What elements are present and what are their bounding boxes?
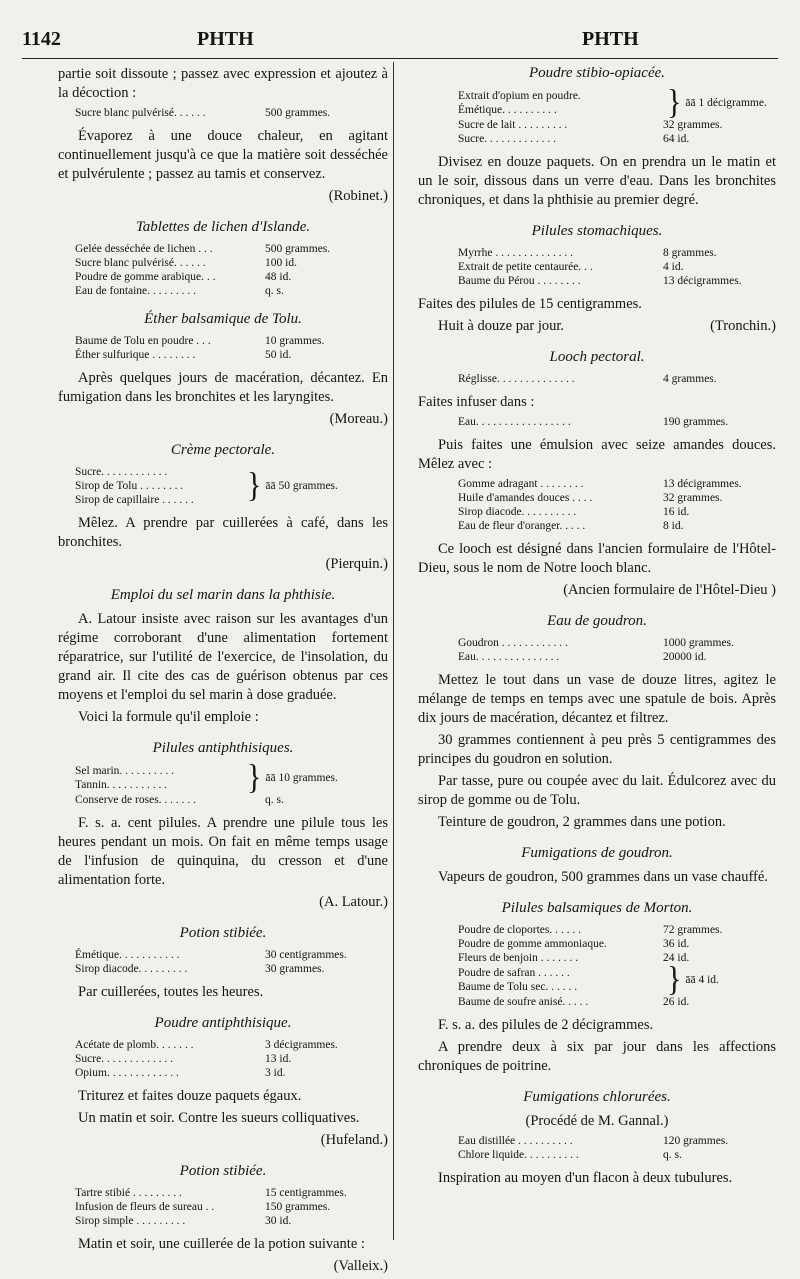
ingredient-name: Myrrhe . . . . . . . . . . . . . .	[458, 247, 573, 259]
ingredient-name: Poudre de cloportes. . . . . .	[458, 924, 581, 936]
ingredient-names	[458, 89, 663, 117]
ingredient-row	[75, 334, 388, 348]
ingredient-name: Gomme adragant . . . . . . . .	[458, 478, 584, 490]
ingredient-name: Sucre. . . . . . . . . . . .	[75, 466, 168, 478]
ingredient-quantity: 150 grammes.	[265, 1201, 331, 1213]
paragraph: F. s. a. des pilules de 2 décigrammes.	[438, 1017, 654, 1033]
ingredient-list	[75, 334, 388, 362]
ingredient-row	[458, 636, 776, 650]
page-number: 1142	[22, 28, 61, 50]
ingredient-row	[458, 937, 776, 951]
paragraph: Huit à douze par jour.	[438, 318, 565, 334]
recipe-title: Éther balsamique de Tolu.	[144, 311, 302, 327]
paragraph: Puis faites une émulsion avec seize amandes douces. Mêlez avec :	[418, 437, 776, 472]
ingredient-list	[458, 118, 776, 146]
ingredient-row	[75, 1200, 388, 1214]
ingredient-row	[75, 284, 388, 298]
ingredient-quantity: 8 grammes.	[663, 247, 717, 259]
paragraph: F. s. a. cent pilules. A prendre une pilule tous les heures pendant un mois. On fait en même temps usage de l'infusion de quinquina, du cresson et d'une alimentation forte.	[58, 815, 388, 888]
recipe-title: Potion stibiée.	[179, 1163, 267, 1179]
source-citation: (Pierquin.)	[325, 556, 388, 572]
source-citation: (Procédé de M. Gannal.)	[525, 1113, 669, 1129]
ingredient-row	[75, 962, 388, 976]
paragraph: Matin et soir, une cuillerée de la potion suivante :	[78, 1236, 365, 1252]
paragraph: Inspiration au moyen d'un flacon à deux tubulures.	[438, 1170, 733, 1186]
ingredient-name: Eau. . . . . . . . . . . . . . .	[458, 651, 560, 663]
group-quantity: āā 50 grammes.	[265, 480, 338, 492]
paragraph: Par cuillerées, toutes les heures.	[78, 984, 264, 1000]
paragraph: partie soit dissoute ; passez avec expression et ajoutez à la décoction :	[58, 66, 388, 101]
ingredient-quantity: q. s.	[663, 1149, 682, 1161]
ingredient-name: Tannin. . . . . . . . . . .	[75, 779, 168, 791]
source-citation: (Robinet.)	[328, 188, 388, 204]
ingredient-list	[458, 415, 776, 429]
ingredient-name: Réglisse. . . . . . . . . . . . . .	[458, 373, 575, 385]
ingredient-row	[75, 348, 388, 362]
ingredient-list	[75, 1038, 388, 1080]
paragraph: Mêlez. A prendre par cuillerées à café, dans les bronchites.	[58, 515, 388, 550]
paragraph: Par tasse, pure ou coupée avec du lait. Édulcorez avec du sirop de gomme ou de Tolu.	[418, 773, 776, 808]
paragraph: Faites des pilules de 15 centigrammes.	[418, 296, 642, 312]
ingredient-quantity: 24 id.	[663, 952, 690, 964]
ingredient-quantity: 30 grammes.	[265, 963, 325, 975]
group-quantity: āā 10 grammes.	[265, 772, 338, 784]
ingredient-name: Sucre de lait . . . . . . . . .	[458, 119, 568, 131]
ingredient-row	[458, 260, 776, 274]
ingredient-name: Chlore liquide. . . . . . . . . .	[458, 1149, 579, 1161]
ingredient-quantity: 120 grammes.	[663, 1135, 729, 1147]
ingredient-quantity: 13 décigrammes.	[663, 275, 742, 287]
ingredient-name: Extrait d'opium en poudre.	[458, 90, 581, 102]
ingredient-quantity: 15 centigrammes.	[265, 1187, 347, 1199]
paragraph-with-citation	[418, 317, 776, 336]
column-divider	[393, 62, 394, 1240]
ingredient-row	[75, 1186, 388, 1200]
ingredient-row	[75, 948, 388, 962]
ingredient-list	[75, 948, 388, 976]
ingredient-row	[75, 1052, 388, 1066]
ingredient-list	[458, 636, 776, 664]
ingredient-names	[75, 465, 243, 507]
ingredient-group	[458, 960, 776, 999]
ingredient-row	[458, 491, 776, 505]
ingredient-quantity: 1000 grammes.	[663, 637, 734, 649]
ingredient-name: Éther sulfurique . . . . . . . .	[75, 349, 196, 361]
ingredient-quantity: 4 id.	[663, 261, 684, 273]
ingredient-name: Tartre stibié . . . . . . . . .	[75, 1187, 182, 1199]
ingredient-row	[458, 923, 776, 937]
recipe-title: Looch pectoral.	[549, 349, 645, 365]
right-column	[418, 62, 776, 1191]
ingredient-name: Baume de Tolu en poudre . . .	[75, 335, 211, 347]
ingredient-quantity: 100 id.	[265, 257, 297, 269]
ingredient-row	[75, 479, 243, 493]
ingredient-row	[75, 106, 388, 120]
ingredient-name: Baume du Pérou . . . . . . . .	[458, 275, 581, 287]
ingredient-quantity: 32 grammes.	[663, 492, 723, 504]
paragraph: Divisez en douze paquets. On en prendra un le matin et un le soir, dissous dans un verre d'eau. Dans les bronchites chroniques, et dans la phthisie au premier degré.	[418, 154, 776, 208]
ingredient-name: Sirop diacode. . . . . . . . .	[75, 963, 188, 975]
ingredient-name: Extrait de petite centaurée. . .	[458, 261, 593, 273]
source-citation: (Moreau.)	[329, 411, 388, 427]
ingredient-row	[458, 1148, 776, 1162]
ingredient-names	[458, 966, 663, 994]
ingredient-quantity: 190 grammes.	[663, 416, 729, 428]
ingredient-quantity: 36 id.	[663, 938, 690, 950]
running-header	[22, 28, 778, 58]
paragraph: Évaporez à une douce chaleur, en agitant continuellement jusqu'à ce que la matière soit desséchée et pulvérulente ; passez au tamis et conservez.	[58, 128, 388, 182]
ingredient-row	[75, 1066, 388, 1080]
ingredient-row	[75, 270, 388, 284]
ingredient-name: Conserve de roses. . . . . . .	[75, 794, 197, 806]
ingredient-name: Sucre blanc pulvérisé. . . . . .	[75, 107, 206, 119]
ingredient-name: Eau distillée . . . . . . . . . .	[458, 1135, 573, 1147]
ingredient-row	[75, 1214, 388, 1228]
recipe-title: Fumigations chlorurées.	[523, 1089, 671, 1105]
ingredient-name: Sirop simple . . . . . . . . .	[75, 1215, 186, 1227]
ingredient-name: Sucre. . . . . . . . . . . . .	[75, 1053, 174, 1065]
ingredient-quantity: 50 id.	[265, 349, 292, 361]
header-rule	[22, 58, 778, 59]
ingredient-list	[458, 923, 776, 965]
ingredient-name: Opium. . . . . . . . . . . . .	[75, 1067, 179, 1079]
ingredient-name: Sirop de capillaire . . . . . .	[75, 494, 194, 506]
recipe-title: Crème pectorale.	[170, 442, 276, 458]
ingredient-quantity: 30 id.	[265, 1215, 292, 1227]
recipe-title: Pilules antiphthisiques.	[152, 740, 294, 756]
recipe-title: Fumigations de goudron.	[521, 845, 673, 861]
ingredient-row	[458, 415, 776, 429]
ingredient-list	[458, 995, 776, 1009]
paragraph: Teinture de goudron, 2 grammes dans une potion.	[438, 814, 726, 830]
ingredient-quantity: q. s.	[265, 285, 284, 297]
source-citation: (Valleix.)	[333, 1258, 388, 1274]
paragraph: A prendre deux à six par jour dans les affections chroniques de poitrine.	[418, 1039, 776, 1074]
paragraph: Ce looch est désigné dans l'ancien formulaire de l'Hôtel-Dieu, sous le nom de Notre looch blanc.	[418, 541, 776, 576]
ingredient-quantity: 64 id.	[663, 133, 690, 145]
ingredient-row	[458, 132, 776, 146]
ingredient-list	[75, 242, 388, 298]
ingredient-quantity: 13 décigrammes.	[663, 478, 742, 490]
ingredient-quantity: 3 id.	[265, 1067, 286, 1079]
recipe-title: Tablettes de lichen d'Islande.	[135, 219, 311, 235]
ingredient-name: Huile d'amandes douces . . . .	[458, 492, 593, 504]
group-quantity: āā 1 décigramme.	[685, 97, 767, 109]
ingredient-row	[75, 465, 243, 479]
ingredient-quantity: 13 id.	[265, 1053, 292, 1065]
ingredient-name: Fleurs de benjoin . . . . . . .	[458, 952, 579, 964]
ingredient-quantity: 48 id.	[265, 271, 292, 283]
ingredient-row	[458, 246, 776, 260]
ingredient-row	[458, 980, 663, 994]
ingredient-name: Émétique. . . . . . . . . .	[458, 104, 557, 116]
ingredient-row	[75, 493, 243, 507]
ingredient-quantity: 8 id.	[663, 520, 684, 532]
ingredient-group	[458, 83, 776, 122]
brace: }	[667, 83, 682, 122]
ingredient-name: Eau de fleur d'oranger. . . . .	[458, 520, 586, 532]
ingredient-row	[458, 274, 776, 288]
group-quantity: āā 4 id.	[685, 974, 719, 986]
ingredient-row	[458, 372, 776, 386]
ingredient-quantity: 30 centigrammes.	[265, 949, 347, 961]
source-citation: (Hufeland.)	[320, 1132, 388, 1148]
paragraph: 30 grammes contiennent à peu près 5 centigrammes des principes du goudron en solution.	[418, 732, 776, 767]
brace: }	[247, 758, 262, 797]
ingredient-name: Sirop de Tolu . . . . . . . .	[75, 480, 184, 492]
ingredient-quantity: 20000 id.	[663, 651, 707, 663]
ingredient-list	[458, 1134, 776, 1162]
ingredient-row	[458, 477, 776, 491]
paragraph: Triturez et faites douze paquets égaux.	[78, 1088, 302, 1104]
ingredient-quantity: 32 grammes.	[663, 119, 723, 131]
ingredient-name: Baume de soufre anisé. . . . .	[458, 996, 589, 1008]
ingredient-row	[75, 256, 388, 270]
paragraph: Voici la formule qu'il emploie :	[78, 709, 259, 725]
ingredient-list	[458, 372, 776, 386]
ingredient-row	[458, 505, 776, 519]
ingredient-list	[75, 1186, 388, 1228]
ingredient-row	[75, 1038, 388, 1052]
ingredient-name: Émétique. . . . . . . . . . .	[75, 949, 180, 961]
ingredient-name: Infusion de fleurs de sureau . .	[75, 1201, 215, 1213]
ingredient-row	[458, 118, 776, 132]
ingredient-row	[458, 103, 663, 117]
ingredient-name: Acétate de plomb. . . . . . .	[75, 1039, 194, 1051]
ingredient-name: Poudre de gomme ammoniaque.	[458, 938, 607, 950]
paragraph: Faites infuser dans :	[418, 394, 535, 410]
ingredient-name: Sel marin. . . . . . . . . .	[75, 765, 175, 777]
ingredient-name: Sucre. . . . . . . . . . . . .	[458, 133, 557, 145]
source-citation: (A. Latour.)	[319, 894, 388, 910]
section-title: Emploi du sel marin dans la phthisie.	[110, 587, 336, 603]
ingredient-name: Sucre blanc pulvérisé. . . . . .	[75, 257, 206, 269]
paragraph: Un matin et soir. Contre les sueurs colliquatives.	[78, 1110, 360, 1126]
brace: }	[247, 466, 262, 505]
ingredient-list	[458, 246, 776, 288]
ingredient-quantity: q. s.	[265, 794, 284, 806]
ingredient-quantity: 4 grammes.	[663, 373, 717, 385]
ingredient-row	[458, 951, 776, 965]
source-citation: (Tronchin.)	[710, 318, 776, 334]
recipe-title: Poudre antiphthisique.	[154, 1015, 292, 1031]
ingredient-list	[75, 793, 388, 807]
left-running-title: PHTH	[197, 28, 254, 50]
ingredient-name: Eau. . . . . . . . . . . . . . . . .	[458, 416, 571, 428]
ingredient-names	[75, 764, 243, 792]
ingredient-quantity: 26 id.	[663, 996, 690, 1008]
paragraph: Après quelques jours de macération, décantez. En fumigation dans les bronchites et les laryngites.	[58, 370, 388, 405]
brace: }	[667, 960, 682, 999]
ingredient-name: Poudre de gomme arabique. . .	[75, 271, 216, 283]
ingredient-row	[75, 793, 388, 807]
ingredient-quantity: 10 grammes.	[265, 335, 325, 347]
right-running-title: PHTH	[582, 28, 639, 50]
recipe-title: Pilules stomachiques.	[531, 223, 663, 239]
ingredient-row	[458, 650, 776, 664]
ingredient-row	[458, 1134, 776, 1148]
ingredient-quantity: 500 grammes.	[265, 107, 331, 119]
ingredient-quantity: 72 grammes.	[663, 924, 723, 936]
ingredient-row	[75, 242, 388, 256]
paragraph: Vapeurs de goudron, 500 grammes dans un vase chauffé.	[438, 869, 768, 885]
ingredient-name: Poudre de safran . . . . . .	[458, 967, 570, 979]
source-citation: (Ancien formulaire de l'Hôtel-Dieu )	[563, 582, 776, 598]
ingredient-quantity: 500 grammes.	[265, 243, 331, 255]
ingredient-row	[75, 778, 243, 792]
ingredient-row	[458, 966, 663, 980]
recipe-title: Eau de goudron.	[547, 613, 647, 629]
ingredient-row	[458, 995, 776, 1009]
ingredient-group	[75, 465, 388, 507]
paragraph: A. Latour insiste avec raison sur les avantages d'un régime corroborant d'une alimentation fortement réparatrice, sur l'utilité de l'exercice, de l'insolation, du grand air. Il cite des cas de guérison obtenus par ces moyens et l'emploi du sel marin à dose graduée.	[58, 611, 388, 703]
ingredient-group	[75, 758, 388, 797]
ingredient-row	[75, 764, 243, 778]
recipe-title: Potion stibiée.	[179, 925, 267, 941]
ingredient-quantity: 3 décigrammes.	[265, 1039, 338, 1051]
recipe-title: Pilules balsamiques de Morton.	[501, 900, 693, 916]
paragraph: Mettez le tout dans un vase de douze litres, agitez le mélange de temps en temps avec une spatule de bois. Après dix jours de macération, décantez et filtrez.	[418, 672, 776, 726]
ingredient-row	[458, 519, 776, 533]
ingredient-name: Goudron . . . . . . . . . . . .	[458, 637, 568, 649]
ingredient-quantity: 16 id.	[663, 506, 690, 518]
ingredient-name: Sirop diacode. . . . . . . . . .	[458, 506, 577, 518]
ingredient-row	[458, 89, 663, 103]
ingredient-name: Baume de Tolu sec. . . . . .	[458, 981, 578, 993]
ingredient-name: Gelée desséchée de lichen . . .	[75, 243, 213, 255]
ingredient-list	[75, 106, 388, 120]
ingredient-name: Eau de fontaine. . . . . . . . .	[75, 285, 197, 297]
left-column	[58, 62, 388, 1279]
ingredient-list	[458, 477, 776, 533]
recipe-title: Poudre stibio-opiacée.	[528, 65, 666, 81]
